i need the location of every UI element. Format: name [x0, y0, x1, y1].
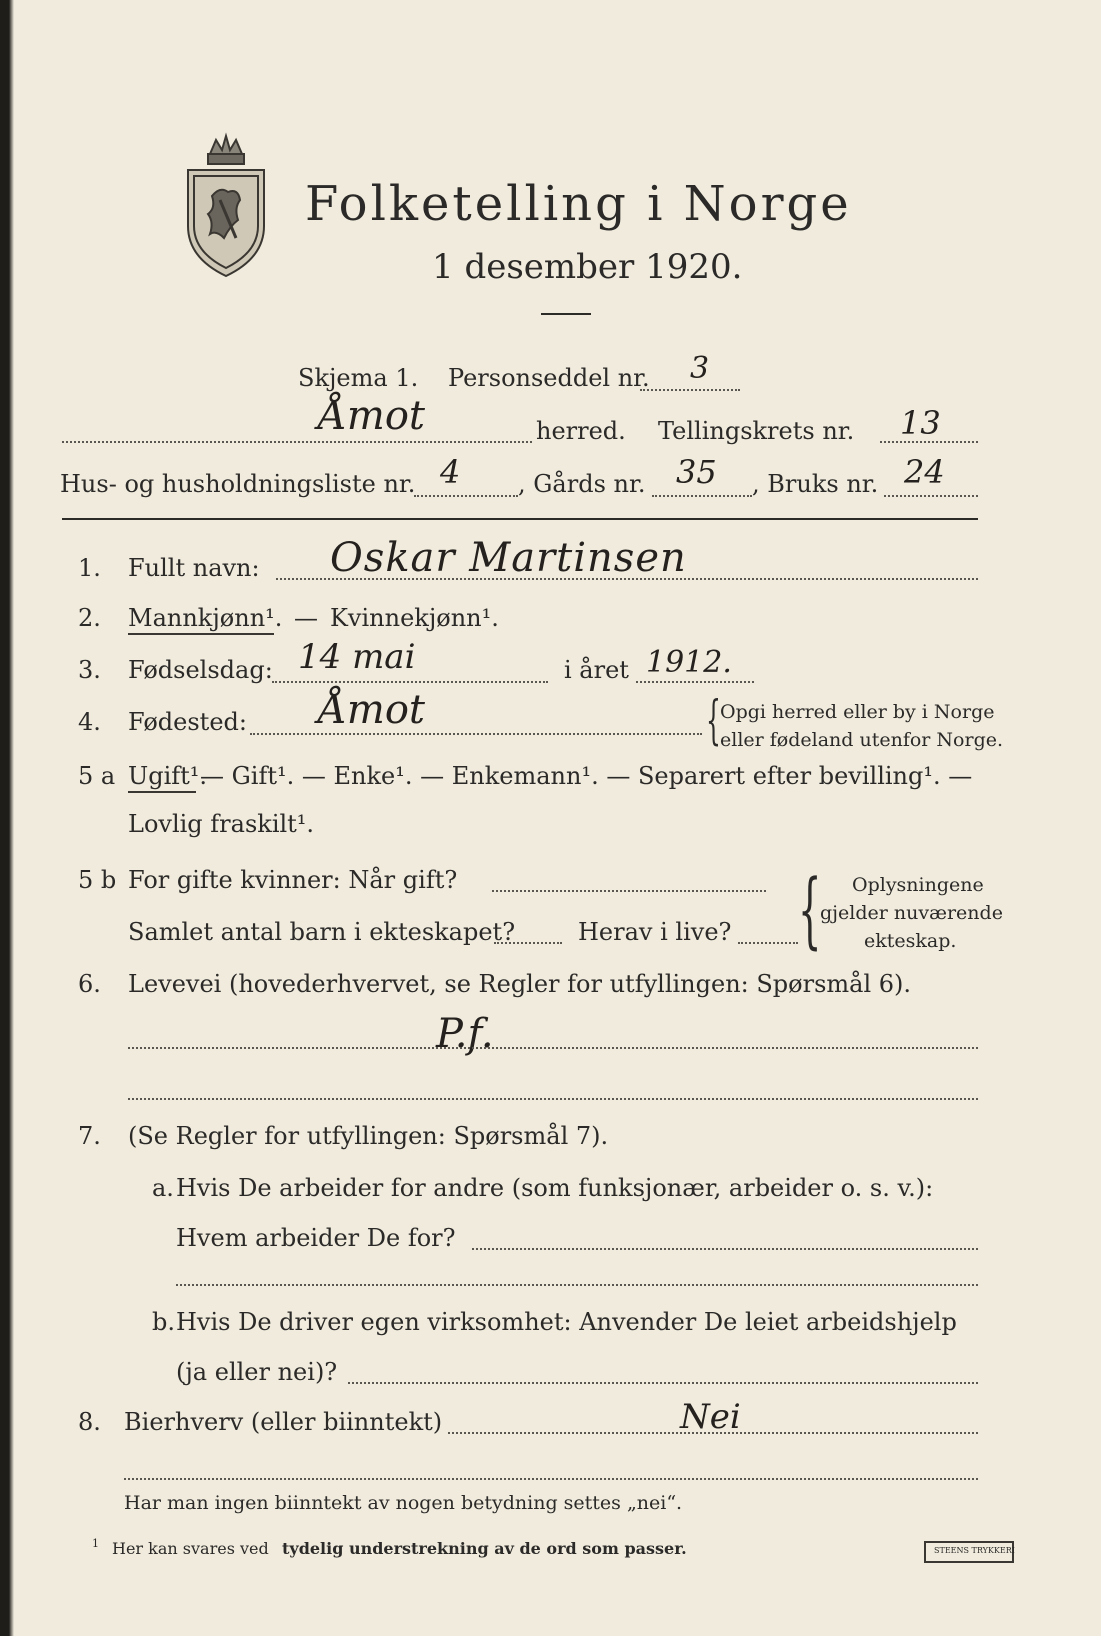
hus-label: Hus- og husholdningsliste nr. [60, 470, 416, 498]
q7a-text: Hvis De arbeider for andre (som funksjonær, arbeider o. s. v.): [176, 1174, 934, 1202]
q5a-lovlig-fraskilt-option: Lovlig fraskilt¹. [128, 810, 315, 838]
q3-label: Fødselsdag: [128, 656, 273, 684]
q1-number: 1. [78, 554, 101, 582]
personseddel-value: 3 [690, 351, 710, 386]
q5b-note-line2: gjelder nuværende [820, 902, 1003, 924]
q8-number: 8. [78, 1408, 101, 1436]
q2-male-underline [128, 633, 274, 635]
personseddel-field-line [640, 389, 740, 391]
census-date: 1 desember 1920. [432, 247, 743, 287]
gards-label: , Gårds nr. [518, 470, 646, 498]
q6-field-line2 [128, 1098, 978, 1100]
q5a-number: 5 a [78, 762, 116, 790]
q2-separator: — [294, 604, 318, 632]
q5b-number: 5 b [78, 866, 117, 894]
q6-occupation-value: P.f. [436, 1011, 494, 1057]
printer-stamp [924, 1541, 1014, 1563]
q5a-ugift-option: Ugift¹. [128, 762, 208, 790]
q6-number: 6. [78, 970, 101, 998]
footnote-mark: 1 [92, 1537, 99, 1550]
q5a-ugift-underline [128, 791, 196, 793]
q6-field-line1 [128, 1047, 978, 1049]
q6-label: Levevei (hovederhvervet, se Regler for utfyllingen: Spørsmål 6). [128, 970, 912, 998]
q1-full-name-value: Oskar Martinsen [330, 535, 687, 581]
q7a-question: Hvem arbeider De for? [176, 1224, 456, 1252]
q3-day-value: 14 mai [298, 637, 416, 677]
q4-note-line2: eller fødeland utenfor Norge. [720, 729, 1004, 751]
hus-value: 4 [440, 453, 461, 491]
q7a-letter: a. [152, 1174, 174, 1202]
q3-number: 3. [78, 656, 101, 684]
q7-number: 7. [78, 1122, 101, 1150]
bruks-field-line [884, 495, 978, 497]
q4-label: Fødested: [128, 708, 247, 736]
q7b-letter: b. [152, 1308, 175, 1336]
q5b-note-line1: Oplysningene [852, 874, 984, 896]
footnote-text: Her kan svares ved [112, 1539, 269, 1558]
q2-male-option: Mannkjønn¹. [128, 604, 283, 632]
q8-field-line2 [124, 1478, 978, 1480]
q8-value: Nei [680, 1397, 741, 1437]
form-title: Folketelling i Norge [305, 176, 852, 232]
printer-stamp-text: STEENS TRYKKERI [934, 1546, 1015, 1555]
herred-value: Åmot [318, 393, 425, 439]
q7b-text: Hvis De driver egen virksomhet: Anvender De leiet arbeidshjelp [176, 1308, 957, 1336]
herred-label: herred. [536, 417, 626, 445]
q7-label: (Se Regler for utfyllingen: Spørsmål 7). [128, 1122, 609, 1150]
q1-label: Fullt navn: [128, 554, 260, 582]
q5b-note-line3: ekteskap. [864, 930, 957, 952]
bruks-value: 24 [904, 453, 945, 491]
q2-number: 2. [78, 604, 101, 632]
q5b-children-label: Samlet antal barn i ekteskapet? [128, 918, 516, 946]
header-section-rule [62, 518, 978, 520]
q4-field-line [250, 733, 702, 735]
skjema-label: Skjema 1. [298, 364, 419, 392]
q5b-children-field-line [494, 942, 562, 944]
q5a-other-options: — Gift¹. — Enke¹. — Enkemann¹. — Separert efter bevilling¹. — [200, 762, 973, 790]
hus-field-line [414, 495, 518, 497]
q5b-alive-field-line [738, 942, 798, 944]
bruks-label: , Bruks nr. [752, 470, 879, 498]
q8-label: Bierhverv (eller biinntekt) [124, 1408, 443, 1436]
tellingskrets-label: Tellingskrets nr. [658, 417, 855, 445]
q3-year-value: 1912. [646, 645, 732, 680]
footnote-emphasis: tydelig understrekning av de ord som passer. [282, 1539, 687, 1558]
q7b-question: (ja eller nei)? [176, 1358, 338, 1386]
q4-note-line1: Opgi herred eller by i Norge [720, 701, 995, 723]
tellingskrets-value: 13 [900, 404, 941, 442]
footer-note: Har man ingen biinntekt av nogen betydning settes „nei“. [124, 1492, 683, 1514]
q4-number: 4. [78, 708, 101, 736]
gards-field-line [652, 495, 752, 497]
title-divider [541, 313, 591, 315]
norwegian-coat-of-arms-icon [180, 126, 272, 286]
q4-birthplace-value: Åmot [318, 687, 425, 733]
q4-note-brace: { [706, 691, 721, 751]
scan-edge [0, 0, 14, 1636]
q5b-note-brace: { [798, 863, 822, 958]
q5b-married-when-label: For gifte kvinner: Når gift? [128, 866, 458, 894]
q5b-married-when-field-line [492, 890, 766, 892]
gards-value: 35 [676, 453, 717, 491]
q5b-alive-label: Herav i live? [578, 918, 732, 946]
herred-field-line [62, 441, 532, 443]
q3-year-field-line [636, 681, 754, 683]
q7a-field-line2 [176, 1284, 978, 1286]
q7b-field-line [348, 1382, 978, 1384]
q3-year-label: i året [564, 656, 629, 684]
q3-day-field-line [272, 681, 548, 683]
q7a-field-line1 [472, 1248, 978, 1250]
q2-female-option: Kvinnekjønn¹. [330, 604, 499, 632]
personseddel-label: Personseddel nr. [448, 364, 650, 392]
